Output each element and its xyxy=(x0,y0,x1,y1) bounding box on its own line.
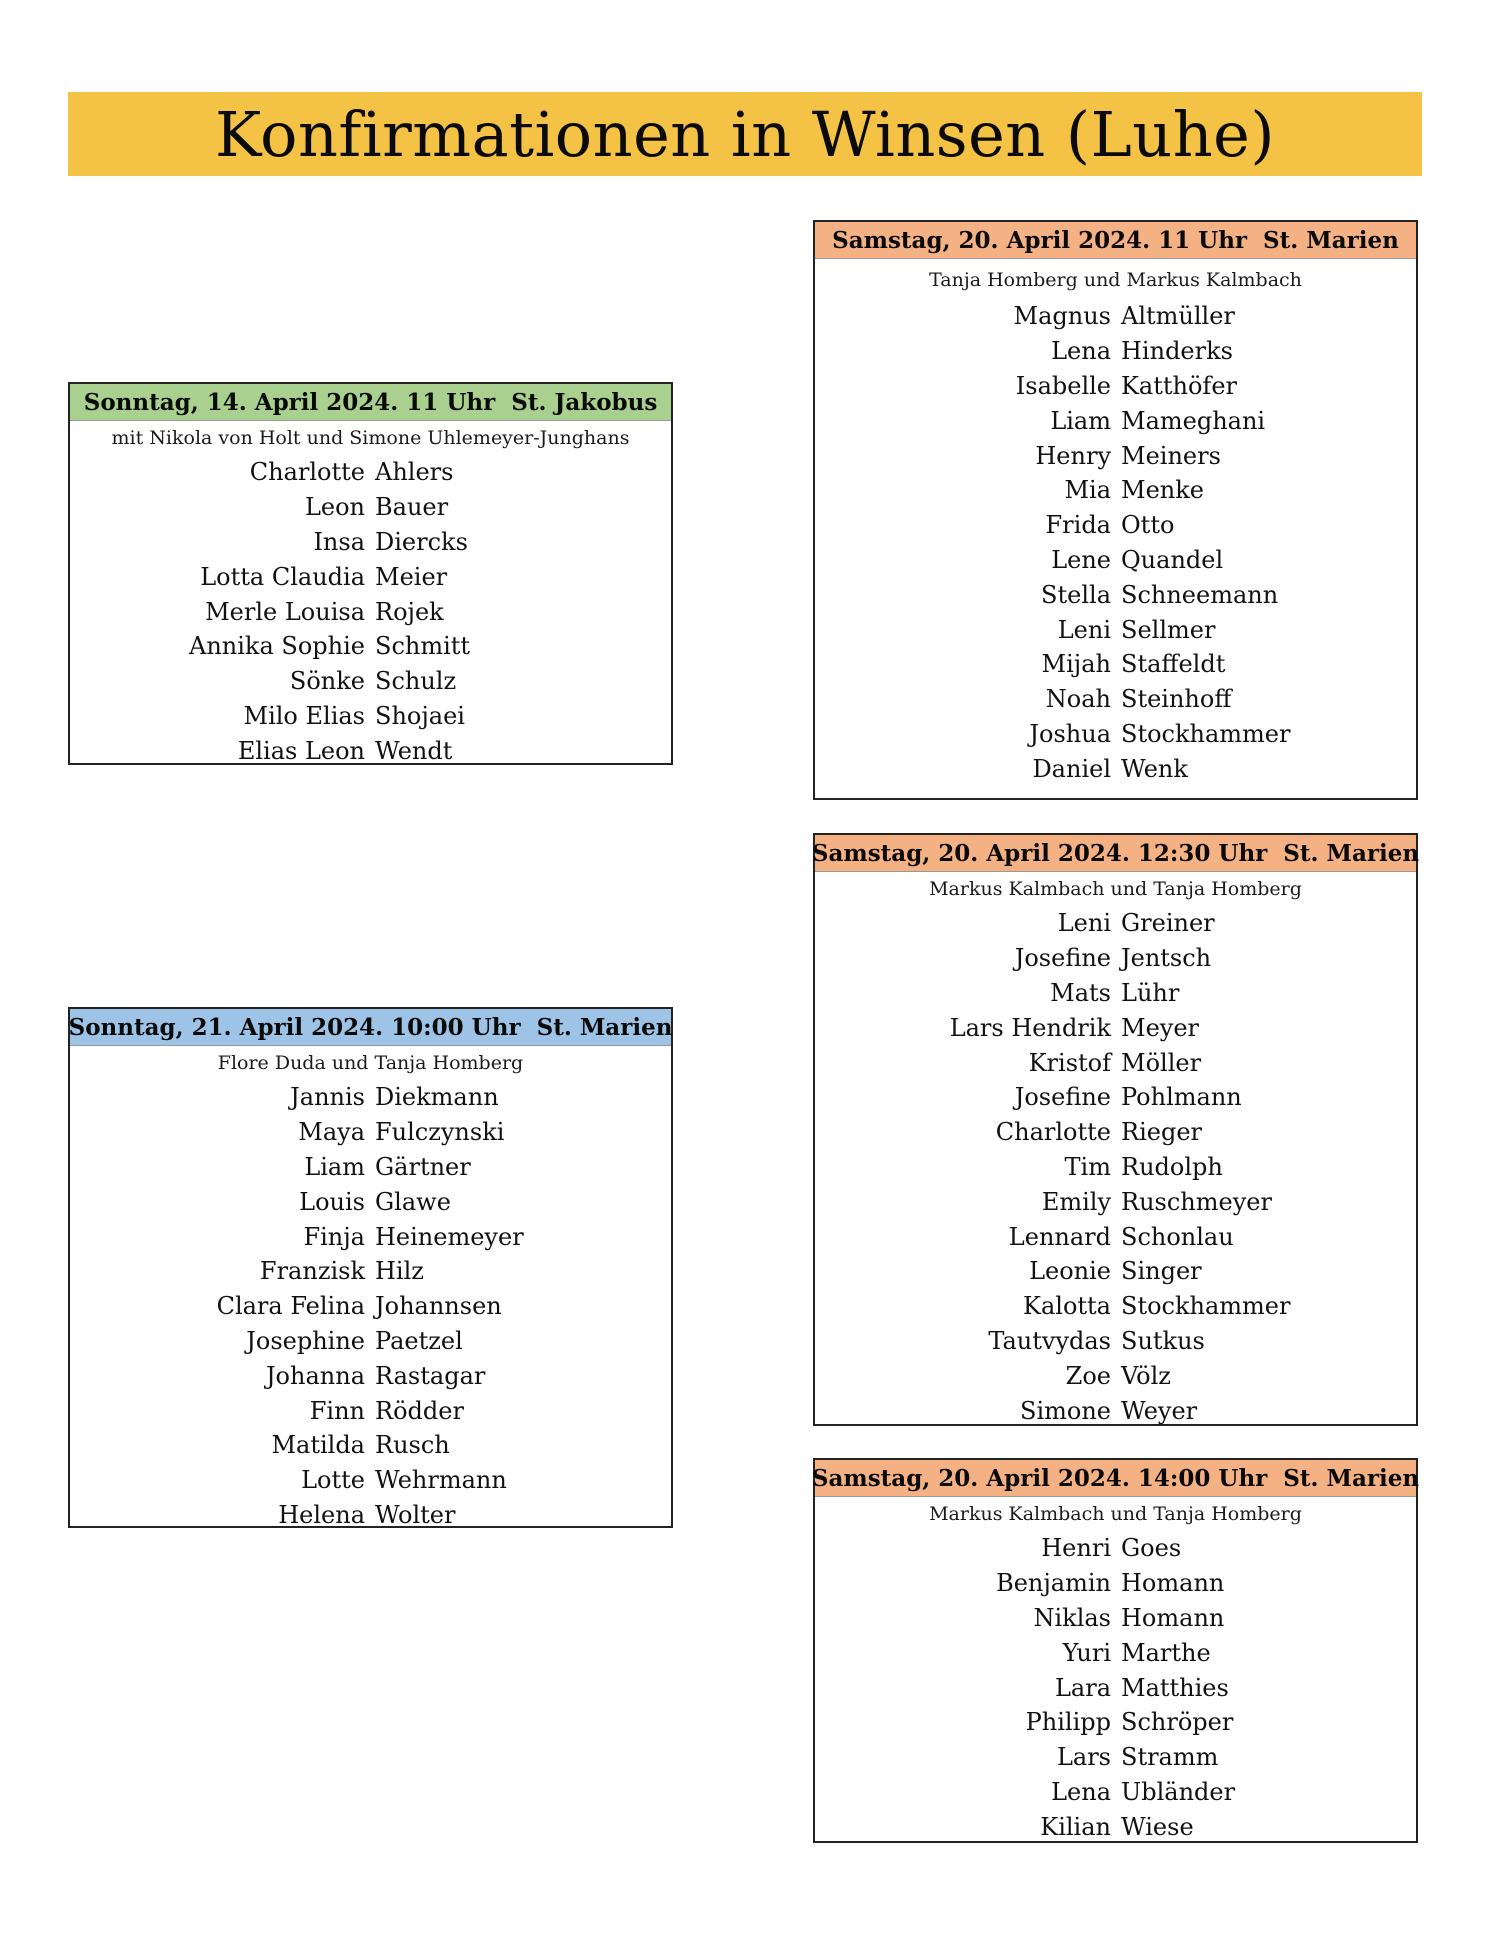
name-list xyxy=(70,1080,671,1532)
first-name: Lena xyxy=(1051,337,1111,366)
page-title: Konfirmationen in Winsen (Luhe) xyxy=(214,97,1276,171)
last-name: Stockhammer xyxy=(1121,1292,1291,1321)
first-name: Helena xyxy=(278,1500,365,1529)
name-row xyxy=(815,1184,1416,1219)
name-row xyxy=(815,1324,1416,1359)
last-name: Wenk xyxy=(1121,754,1188,783)
name-row xyxy=(815,751,1416,786)
name-row xyxy=(815,682,1416,717)
first-name: Tautvydas xyxy=(988,1326,1111,1355)
last-name: Staffeldt xyxy=(1121,650,1226,679)
name-row xyxy=(815,1010,1416,1045)
first-name: Tim xyxy=(1064,1152,1111,1181)
last-name: Sutkus xyxy=(1121,1326,1205,1355)
name-list xyxy=(815,1531,1416,1844)
event-header: Samstag, 20. April 2024. 14:00 Uhr St. Marien xyxy=(815,1460,1416,1497)
event-officiants: Markus Kalmbach und Tanja Homberg xyxy=(929,1503,1302,1525)
name-row xyxy=(815,1045,1416,1080)
event-officiants: Markus Kalmbach und Tanja Homberg xyxy=(929,878,1302,900)
event-header: Sonntag, 14. April 2024. 11 Uhr St. Jakobus xyxy=(70,384,671,421)
first-name: Johanna xyxy=(265,1361,365,1390)
event-box-jakobus-14 xyxy=(68,382,673,765)
last-name: Schmitt xyxy=(375,632,471,661)
last-name: Steinhoff xyxy=(1121,685,1232,714)
first-name: Maya xyxy=(298,1118,365,1147)
name-row xyxy=(815,508,1416,543)
name-row xyxy=(815,369,1416,404)
name-row xyxy=(815,299,1416,334)
name-row xyxy=(70,1498,671,1533)
name-list xyxy=(70,455,671,768)
last-name: Johannsen xyxy=(375,1292,502,1321)
first-name: Lars xyxy=(1056,1743,1111,1772)
last-name: Greiner xyxy=(1121,909,1215,938)
name-row xyxy=(70,525,671,560)
first-name: Lennard xyxy=(1008,1222,1111,1251)
name-row xyxy=(815,1775,1416,1810)
name-row xyxy=(815,334,1416,369)
name-row xyxy=(815,1531,1416,1566)
first-name: Finja xyxy=(303,1222,365,1251)
event-header: Sonntag, 21. April 2024. 10:00 Uhr St. Marien xyxy=(70,1009,671,1046)
first-name: Stella xyxy=(1041,580,1111,609)
first-name: Mijah xyxy=(1041,650,1111,679)
name-row xyxy=(815,1809,1416,1844)
last-name: Otto xyxy=(1121,511,1175,540)
name-row xyxy=(70,559,671,594)
name-row xyxy=(815,577,1416,612)
name-row xyxy=(815,1254,1416,1289)
first-name: Benjamin xyxy=(996,1569,1111,1598)
name-row xyxy=(70,1254,671,1289)
first-name: Zoe xyxy=(1065,1361,1111,1390)
name-row xyxy=(815,438,1416,473)
first-name: Charlotte xyxy=(249,458,365,487)
name-row xyxy=(815,1740,1416,1775)
last-name: Menke xyxy=(1121,476,1204,505)
first-name: Lara xyxy=(1054,1673,1111,1702)
name-row xyxy=(815,717,1416,752)
first-name: Franzisk xyxy=(259,1257,365,1286)
first-name: Clara Felina xyxy=(216,1292,365,1321)
name-row xyxy=(815,612,1416,647)
last-name: Wehrmann xyxy=(375,1466,507,1495)
first-name: Insa xyxy=(313,527,365,556)
name-row xyxy=(815,1393,1416,1428)
name-row xyxy=(815,1115,1416,1150)
first-name: Lars Hendrik xyxy=(949,1013,1111,1042)
last-name: Rödder xyxy=(375,1396,464,1425)
first-name: Finn xyxy=(309,1396,365,1425)
name-row xyxy=(70,1324,671,1359)
name-row xyxy=(815,403,1416,438)
last-name: Rudolph xyxy=(1121,1152,1223,1181)
name-row xyxy=(70,1080,671,1115)
first-name: Philipp xyxy=(1025,1708,1111,1737)
name-row xyxy=(815,941,1416,976)
name-row xyxy=(70,1463,671,1498)
last-name: Wiese xyxy=(1121,1812,1194,1841)
name-row xyxy=(70,490,671,525)
name-row xyxy=(815,473,1416,508)
first-name: Niklas xyxy=(1033,1603,1111,1632)
last-name: Quandel xyxy=(1121,545,1224,574)
last-name: Paetzel xyxy=(375,1326,463,1355)
name-row xyxy=(70,1219,671,1254)
name-list xyxy=(815,299,1416,786)
first-name: Milo Elias xyxy=(243,701,365,730)
last-name: Stockhammer xyxy=(1121,719,1291,748)
name-row xyxy=(70,455,671,490)
last-name: Ruschmeyer xyxy=(1121,1187,1272,1216)
last-name: Hilz xyxy=(375,1257,424,1286)
name-row xyxy=(70,594,671,629)
last-name: Ahlers xyxy=(375,458,454,487)
title-banner xyxy=(68,92,1422,176)
name-row xyxy=(70,733,671,768)
name-list xyxy=(815,906,1416,1428)
first-name: Matilda xyxy=(271,1431,365,1460)
first-name: Noah xyxy=(1045,685,1111,714)
name-row xyxy=(815,1080,1416,1115)
last-name: Wendt xyxy=(375,736,453,765)
last-name: Schneemann xyxy=(1121,580,1279,609)
name-row xyxy=(815,976,1416,1011)
last-name: Goes xyxy=(1121,1534,1182,1563)
first-name: Magnus xyxy=(1013,302,1111,331)
last-name: Mameghani xyxy=(1121,406,1266,435)
first-name: Jannis xyxy=(290,1083,365,1112)
name-row xyxy=(70,1289,671,1324)
name-row xyxy=(70,1428,671,1463)
name-row xyxy=(70,1115,671,1150)
last-name: Völz xyxy=(1121,1361,1171,1390)
first-name: Josephine xyxy=(246,1326,365,1355)
first-name: Kristof xyxy=(1028,1048,1111,1077)
last-name: Rojek xyxy=(375,597,444,626)
name-row xyxy=(815,1635,1416,1670)
last-name: Bauer xyxy=(375,493,449,522)
name-row xyxy=(815,1289,1416,1324)
first-name: Josefine xyxy=(1014,1083,1111,1112)
first-name: Elias Leon xyxy=(237,736,365,765)
name-row xyxy=(815,1150,1416,1185)
last-name: Sellmer xyxy=(1121,615,1216,644)
first-name: Leni xyxy=(1057,909,1111,938)
last-name: Homann xyxy=(1121,1569,1225,1598)
last-name: Katthöfer xyxy=(1121,371,1237,400)
last-name: Lühr xyxy=(1121,978,1180,1007)
last-name: Shojaei xyxy=(375,701,465,730)
last-name: Singer xyxy=(1121,1257,1202,1286)
first-name: Henri xyxy=(1041,1534,1111,1563)
first-name: Mia xyxy=(1064,476,1111,505)
first-name: Daniel xyxy=(1032,754,1111,783)
last-name: Schonlau xyxy=(1121,1222,1234,1251)
last-name: Matthies xyxy=(1121,1673,1229,1702)
last-name: Altmüller xyxy=(1121,302,1235,331)
last-name: Stramm xyxy=(1121,1743,1219,1772)
last-name: Glawe xyxy=(375,1187,451,1216)
first-name: Lotta Claudia xyxy=(200,562,365,591)
last-name: Fulczynski xyxy=(375,1118,505,1147)
event-header: Samstag, 20. April 2024. 12:30 Uhr St. Marien xyxy=(815,835,1416,872)
first-name: Kilian xyxy=(1040,1812,1111,1841)
last-name: Jentsch xyxy=(1121,944,1212,973)
event-box-marien-21 xyxy=(68,1007,673,1528)
first-name: Liam xyxy=(1050,406,1111,435)
first-name: Louis xyxy=(299,1187,365,1216)
first-name: Leonie xyxy=(1029,1257,1111,1286)
first-name: Charlotte xyxy=(995,1118,1111,1147)
name-row xyxy=(815,1219,1416,1254)
first-name: Henry xyxy=(1035,441,1111,470)
last-name: Möller xyxy=(1121,1048,1202,1077)
name-row xyxy=(815,543,1416,578)
last-name: Rusch xyxy=(375,1431,450,1460)
last-name: Hinderks xyxy=(1121,337,1233,366)
event-box-marien-20-1230 xyxy=(813,833,1418,1426)
last-name: Schröper xyxy=(1121,1708,1234,1737)
last-name: Meyer xyxy=(1121,1013,1200,1042)
first-name: Sönke xyxy=(289,667,365,696)
name-row xyxy=(70,629,671,664)
last-name: Pohlmann xyxy=(1121,1083,1242,1112)
last-name: Ubländer xyxy=(1121,1777,1236,1806)
name-row xyxy=(815,1705,1416,1740)
first-name: Kalotta xyxy=(1023,1292,1111,1321)
first-name: Frida xyxy=(1045,511,1111,540)
event-header: Samstag, 20. April 2024. 11 Uhr St. Marien xyxy=(815,222,1416,259)
first-name: Mats xyxy=(1050,978,1111,1007)
name-row xyxy=(70,699,671,734)
name-row xyxy=(70,1393,671,1428)
first-name: Isabelle xyxy=(1015,371,1111,400)
event-box-marien-20-11 xyxy=(813,220,1418,800)
name-row xyxy=(815,1601,1416,1636)
name-row xyxy=(70,1150,671,1185)
last-name: Heinemeyer xyxy=(375,1222,524,1251)
first-name: Lotte xyxy=(301,1466,365,1495)
first-name: Annika Sophie xyxy=(189,632,365,661)
last-name: Diekmann xyxy=(375,1083,499,1112)
last-name: Wolter xyxy=(375,1500,456,1529)
last-name: Weyer xyxy=(1121,1396,1198,1425)
event-box-marien-20-14 xyxy=(813,1458,1418,1843)
event-officiants: Flore Duda und Tanja Homberg xyxy=(217,1052,524,1074)
name-row xyxy=(70,1358,671,1393)
name-row xyxy=(70,1184,671,1219)
first-name: Lene xyxy=(1051,545,1111,574)
first-name: Liam xyxy=(304,1152,365,1181)
first-name: Lena xyxy=(1051,1777,1111,1806)
last-name: Schulz xyxy=(375,667,457,696)
last-name: Homann xyxy=(1121,1603,1225,1632)
last-name: Rieger xyxy=(1121,1118,1202,1147)
first-name: Leon xyxy=(304,493,365,522)
name-row xyxy=(815,647,1416,682)
last-name: Gärtner xyxy=(375,1152,471,1181)
last-name: Marthe xyxy=(1121,1638,1211,1667)
first-name: Yuri xyxy=(1062,1638,1111,1667)
first-name: Leni xyxy=(1057,615,1111,644)
last-name: Diercks xyxy=(375,527,468,556)
name-row xyxy=(815,1566,1416,1601)
last-name: Rastagar xyxy=(375,1361,486,1390)
first-name: Emily xyxy=(1041,1187,1111,1216)
name-row xyxy=(815,1358,1416,1393)
first-name: Simone xyxy=(1020,1396,1111,1425)
event-officiants: Tanja Homberg und Markus Kalmbach xyxy=(929,269,1302,291)
name-row xyxy=(815,906,1416,941)
first-name: Merle Louisa xyxy=(205,597,365,626)
first-name: Joshua xyxy=(1029,719,1111,748)
first-name: Josefine xyxy=(1014,944,1111,973)
last-name: Meier xyxy=(375,562,448,591)
event-officiants: mit Nikola von Holt und Simone Uhlemeyer-Junghans xyxy=(111,427,630,449)
last-name: Meiners xyxy=(1121,441,1221,470)
name-row xyxy=(815,1670,1416,1705)
name-row xyxy=(70,664,671,699)
